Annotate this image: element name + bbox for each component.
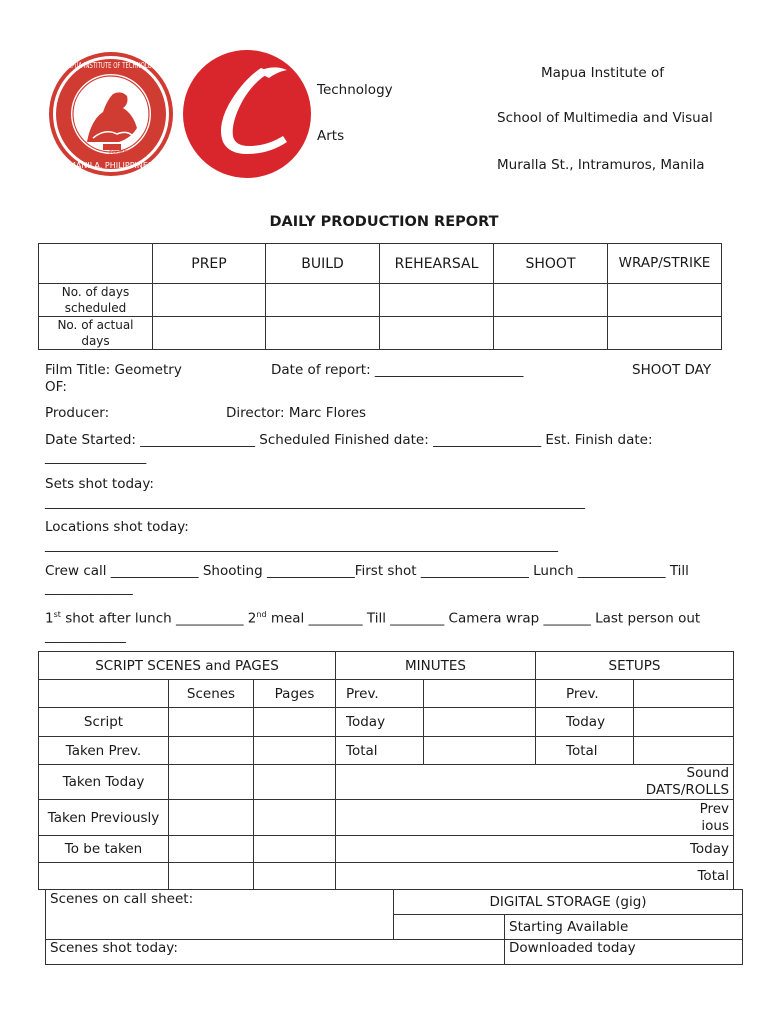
row-taken-prev: Taken Prev. [39,737,169,765]
director-field: Director: Marc Flores [226,405,367,421]
school-address: Muralla St., Intramuros, Manila [497,157,705,173]
setups-total-value[interactable] [634,737,734,765]
row-actual-days-label: No. of actual days [39,317,153,350]
actual-days-build[interactable] [266,317,380,350]
schedule-header-build: BUILD [266,244,380,284]
schedule-header-prep: PREP [153,244,266,284]
days-scheduled-shoot[interactable] [494,284,608,317]
header-script-scenes: SCRIPT SCENES and PAGES [39,652,336,680]
locations-shot-label: Locations shot today: [45,519,189,535]
today-label: Today [336,836,734,863]
row-script: Script [39,708,169,737]
date-started-field: Date Started: _________________ Scheduled Finished date: ________________ Est. Finish date: _______________ [45,432,653,465]
setups-today-value[interactable] [634,708,734,737]
sound-dats-rolls: Sound DATS/ROLLS [336,765,734,800]
mapua-seal-logo [47,50,175,178]
actual-days-prep[interactable] [153,317,266,350]
starting-available: Starting Available [505,915,743,940]
film-title-field: Film Title: Geometry OF: [45,362,182,395]
minutes-total-label: Total [336,737,424,765]
school-name: School of Multimedia and Visual [497,110,713,126]
minutes-total-value[interactable] [424,737,536,765]
school-line2: Arts [317,128,345,144]
schedule-table [38,243,722,350]
actual-days-shoot[interactable] [494,317,608,350]
sets-shot-line: ________________________________________________________________________________ [45,494,585,510]
seal-bottom-text: MANILA, PHILIPPINES [68,161,154,170]
actual-days-rehearsal[interactable] [380,317,494,350]
after-lunch-field: 1st shot after lunch __________ 2nd meal ________ Till ________ Camera wrap _______ Last person out ____________ [45,610,701,644]
previous-label: Previous [336,800,734,836]
actual-days-wrap[interactable] [608,317,722,350]
row-taken-previously: Taken Previously [39,800,169,836]
downloaded-today: Downloaded today [505,940,743,965]
header-minutes: MINUTES [336,652,536,680]
days-scheduled-rehearsal[interactable] [380,284,494,317]
minutes-prev-label: Prev. [336,680,424,708]
col-pages: Pages [254,680,336,708]
shoot-day-field: SHOOT DAY [632,362,712,378]
schedule-header-shoot: SHOOT [494,244,608,284]
script-scenes-table [38,651,734,890]
scenes-shot-today: Scenes shot today: [46,940,505,965]
header-setups: SETUPS [536,652,734,680]
seal-founded-text: FOUNDED 1925 [109,150,149,156]
total-label: Total [336,863,734,890]
scenes-on-call-sheet: Scenes on call sheet: [46,890,394,940]
institute-name: Mapua Institute of [541,65,664,81]
storage-table [45,889,743,965]
minutes-today-label: Today [336,708,424,737]
days-scheduled-build[interactable] [266,284,380,317]
crew-call-field: Crew call _____________ Shooting _____________First shot ________________ Lunch _____________ Till _____________ [45,563,689,596]
digital-storage-header: DIGITAL STORAGE (gig) [394,890,743,915]
days-scheduled-prep[interactable] [153,284,266,317]
setups-prev-value[interactable] [634,680,734,708]
report-title: DAILY PRODUCTION REPORT [269,214,499,230]
school-line1: Technology [317,82,393,98]
days-scheduled-wrap[interactable] [608,284,722,317]
minutes-today-value[interactable] [424,708,536,737]
schedule-header-rehearsal: REHEARSAL [380,244,494,284]
col-scenes: Scenes [169,680,254,708]
locations-shot-line: ____________________________________________________________________________ [45,537,558,553]
row-to-be-taken: To be taken [39,836,169,863]
setups-total-label: Total [536,737,634,765]
date-of-report-field: Date of report: ______________________ [271,362,524,378]
setups-prev-label: Prev. [536,680,634,708]
row-days-scheduled-label: No. of days scheduled [39,284,153,317]
row-taken-today: Taken Today [39,765,169,800]
schedule-header-wrap: WRAP/STRIKE [608,244,722,284]
producer-field: Producer: [45,405,110,421]
multimedia-school-logo [183,50,311,178]
seal-ring-text: MAPUA INSTITUTE OF TECHNOLOGY [63,61,160,70]
schedule-header-blank [39,244,153,284]
setups-today-label: Today [536,708,634,737]
minutes-prev-value[interactable] [424,680,536,708]
sets-shot-label: Sets shot today: [45,476,154,492]
